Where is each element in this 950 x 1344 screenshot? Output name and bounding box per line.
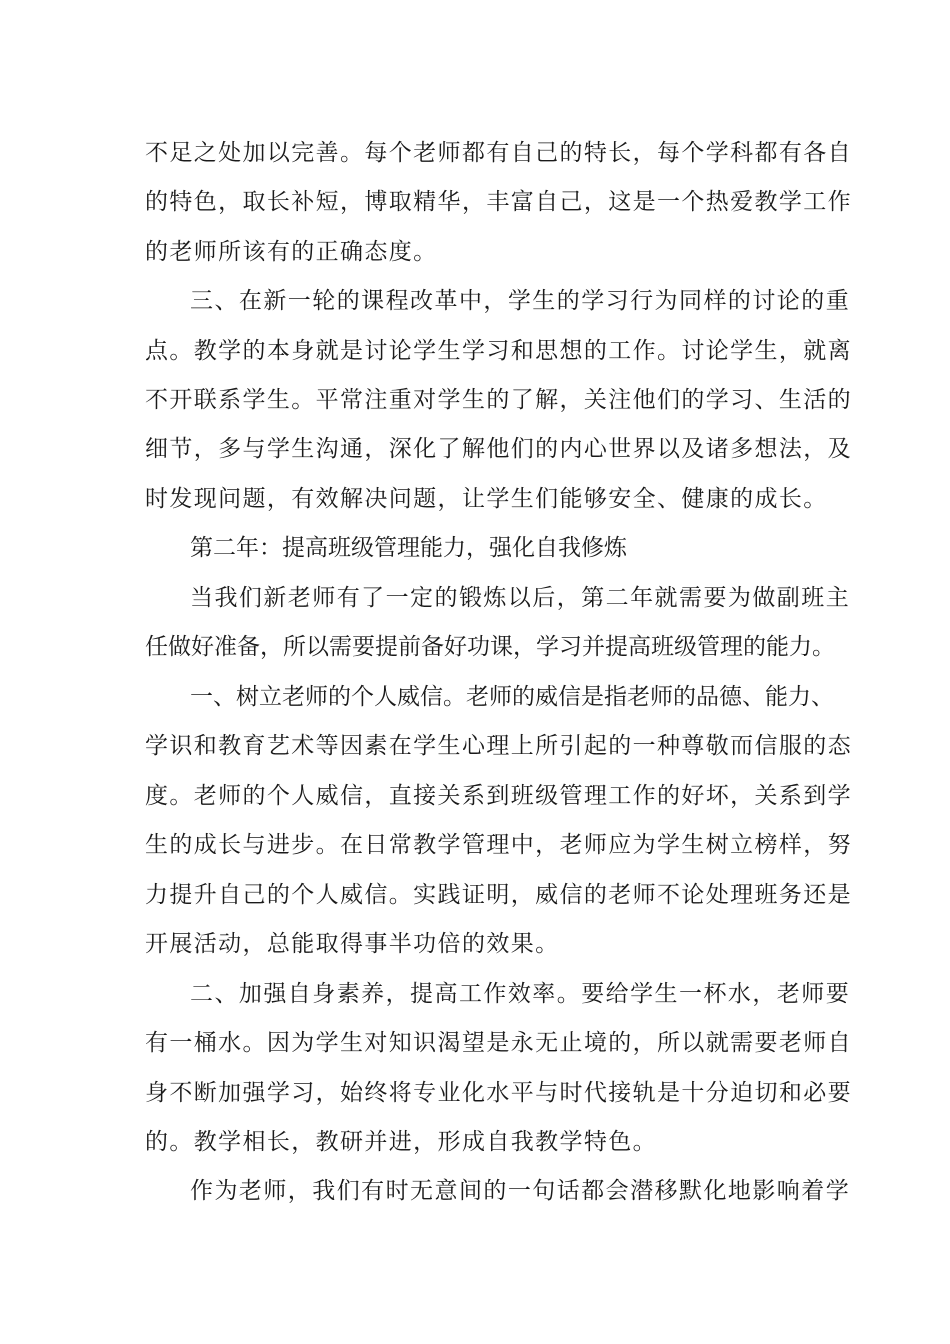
text-line: 的特色，取长补短，博取精华，丰富自己，这是一个热爱教学工作 bbox=[145, 189, 853, 215]
text-line: 作为老师，我们有时无意间的一句话都会潜移默化地影响着学 bbox=[190, 1178, 851, 1204]
text-line: 第二年：提高班级管理能力，强化自我修炼 bbox=[190, 535, 627, 561]
text-line: 三、在新一轮的课程改革中，学生的学习行为同样的讨论的重 bbox=[190, 288, 851, 314]
text-line: 二、加强自身素养，提高工作效率。要给学生一杯水，老师要 bbox=[190, 981, 851, 1007]
text-line: 当我们新老师有了一定的锻炼以后，第二年就需要为做副班主 bbox=[190, 585, 851, 611]
text-line: 任做好准备，所以需要提前备好功课，学习并提高班级管理的能力。 bbox=[145, 634, 835, 660]
text-line: 的。教学相长，教研并进，形成自我教学特色。 bbox=[145, 1129, 657, 1155]
text-line: 度。老师的个人威信，直接关系到班级管理工作的好坏，关系到学 bbox=[145, 783, 853, 809]
text-line: 有一桶水。因为学生对知识渴望是永无止境的，所以就需要老师自 bbox=[145, 1030, 853, 1056]
text-line: 的老师所该有的正确态度。 bbox=[145, 239, 438, 265]
text-line: 一、树立老师的个人威信。老师的威信是指老师的品德、能力、 bbox=[190, 684, 834, 710]
text-line: 力提升自己的个人威信。实践证明，威信的老师不论处理班务还是 bbox=[145, 882, 853, 908]
text-line: 细节，多与学生沟通，深化了解他们的内心世界以及诸多想法，及 bbox=[145, 436, 853, 462]
text-line: 学识和教育艺术等因素在学生心理上所引起的一种尊敬而信服的态 bbox=[145, 733, 853, 759]
text-line: 身不断加强学习，始终将专业化水平与时代接轨是十分迫切和必要 bbox=[145, 1080, 853, 1106]
text-line: 时发现问题，有效解决问题，让学生们能够安全、健康的成长。 bbox=[145, 486, 828, 512]
text-line: 点。教学的本身就是讨论学生学习和思想的工作。讨论学生，就离 bbox=[145, 338, 853, 364]
text-line: 生的成长与进步。在日常教学管理中，老师应为学生树立榜样，努 bbox=[145, 832, 853, 858]
text-line: 不足之处加以完善。每个老师都有自己的特长，每个学科都有各自 bbox=[145, 140, 853, 166]
text-line: 开展活动，总能取得事半功倍的效果。 bbox=[145, 931, 560, 957]
text-line: 不开联系学生。平常注重对学生的了解，关注他们的学习、生活的 bbox=[145, 387, 853, 413]
